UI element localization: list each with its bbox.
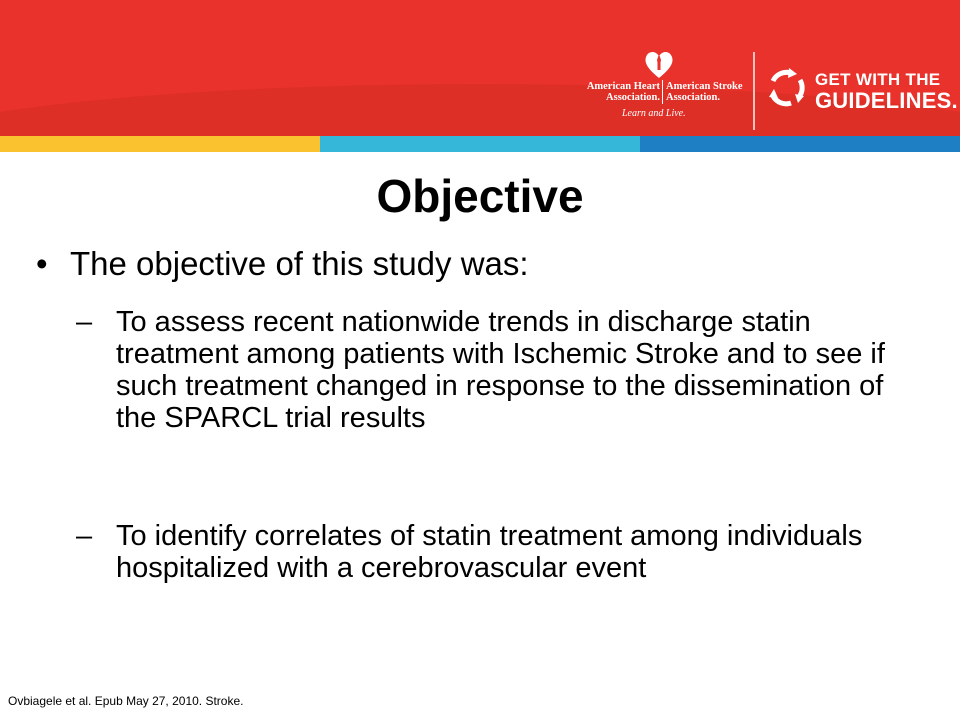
asa-name-line: American Stroke xyxy=(666,81,743,92)
aha-name xyxy=(576,81,660,103)
logo-divider xyxy=(662,80,663,104)
citation-footer: Ovbiagele et al. Epub May 27, 2010. Stroke. xyxy=(8,694,244,708)
stripe-blue xyxy=(640,136,960,152)
aha-name-line: Association. xyxy=(606,92,660,103)
sub-bullet-marker: – xyxy=(76,306,93,338)
gwtg-line-2: GUIDELINES. xyxy=(815,88,958,113)
stripe-yellow xyxy=(0,136,320,152)
heart-torch-icon xyxy=(644,48,674,80)
asa-name xyxy=(666,81,744,103)
stripe-light-blue xyxy=(320,136,640,152)
gwtg-line-1: GET WITH THE xyxy=(815,70,941,89)
bullet-text: The objective of this study was: xyxy=(70,245,529,282)
header-divider xyxy=(753,52,755,130)
aha-name-line: American Heart xyxy=(586,81,660,92)
asa-name-line: Association. xyxy=(666,92,720,103)
aha-tagline: Learn and Live. xyxy=(622,108,686,119)
circular-arrows-icon xyxy=(765,66,809,110)
bullet-marker: • xyxy=(36,245,48,282)
get-with-the-guidelines-logo xyxy=(765,66,958,116)
color-stripes xyxy=(0,136,960,152)
sub-bullet-text: To assess recent nationwide trends in discharge statin treatment among patients with Ischemic Stroke and to see if such treatment changed in response to the dissemination of the SPARCL trial results xyxy=(116,306,885,434)
sub-bullet-text: To identify correlates of statin treatment among individuals hospitalized with a cerebrovascular event xyxy=(116,520,863,584)
header-banner xyxy=(0,0,960,136)
slide-title: Objective xyxy=(376,170,584,222)
aha-asa-logo xyxy=(576,48,744,126)
sub-bullet-marker: – xyxy=(76,520,93,552)
